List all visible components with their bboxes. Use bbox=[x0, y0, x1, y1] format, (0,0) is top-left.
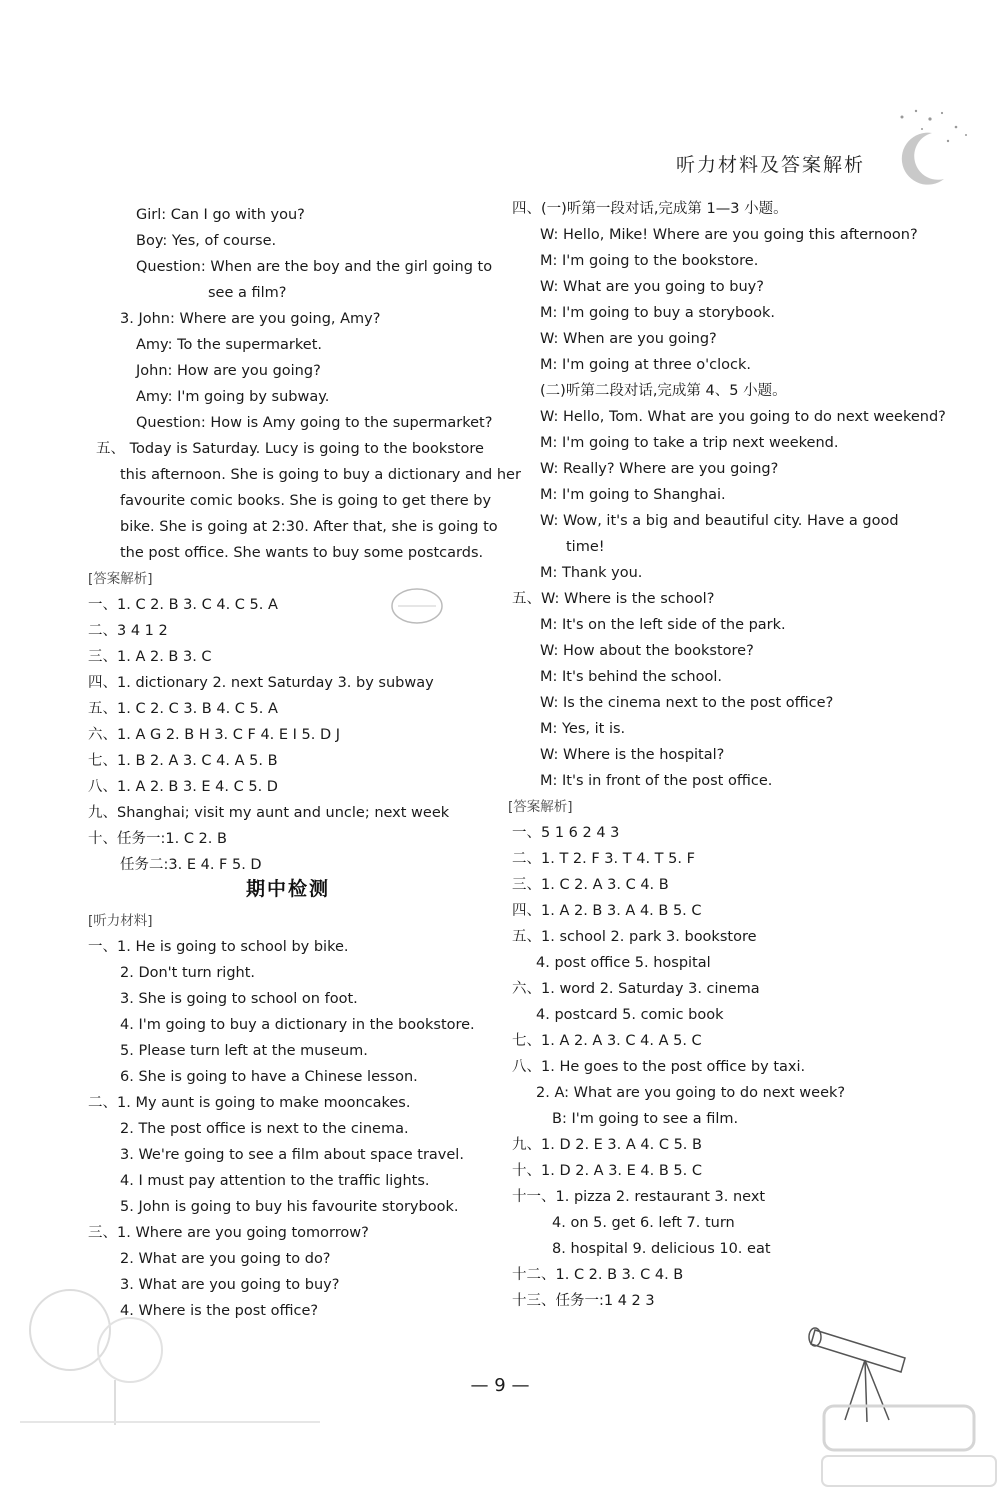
text-line: 一、1. He is going to school by bike. bbox=[88, 939, 349, 955]
text-line: favourite comic books. She is going to get there by bbox=[120, 493, 492, 509]
text-line: 七、1. B 2. A 3. C 4. A 5. B bbox=[88, 753, 278, 769]
text-line: M: It's in front of the post office. bbox=[540, 773, 773, 789]
text-line: B: I'm going to see a film. bbox=[552, 1111, 739, 1127]
text-line: 六、1. A G 2. B H 3. C F 4. E I 5. D J bbox=[88, 727, 341, 743]
text-line: 八、1. He goes to the post office by taxi. bbox=[512, 1059, 806, 1075]
text-line: 2. A: What are you going to do next week? bbox=[536, 1085, 846, 1101]
text-line: M: I'm going at three o'clock. bbox=[540, 357, 751, 373]
text-line: 4. Where is the post office? bbox=[120, 1303, 319, 1319]
text-line: M: It's behind the school. bbox=[540, 669, 722, 685]
text-line: 四、1. A 2. B 3. A 4. B 5. C bbox=[512, 903, 702, 919]
text-line: W: Wow, it's a big and beautiful city. Have a good bbox=[540, 513, 899, 529]
text-line: Question: When are the boy and the girl going to bbox=[136, 259, 493, 275]
text-line: 2. What are you going to do? bbox=[120, 1251, 331, 1267]
text-line: 一、1. C 2. B 3. C 4. C 5. A bbox=[88, 597, 278, 613]
text-line: 四、1. dictionary 2. next Saturday 3. by subway bbox=[88, 675, 434, 691]
text-line: 十、任务一:1. C 2. B bbox=[88, 831, 227, 847]
text-line: 十二、1. C 2. B 3. C 4. B bbox=[512, 1267, 684, 1283]
text-line: 3. She is going to school on foot. bbox=[120, 991, 358, 1007]
page-number: — 9 — bbox=[470, 1375, 530, 1396]
text-line: M: Yes, it is. bbox=[540, 721, 626, 737]
text-line: W: Hello, Tom. What are you going to do next weekend? bbox=[540, 409, 946, 425]
text-line: 五、1. school 2. park 3. bookstore bbox=[512, 929, 757, 945]
text-line: bike. She is going at 2:30. After that, she is going to bbox=[120, 519, 498, 535]
text-line: Amy: I'm going by subway. bbox=[136, 389, 330, 405]
text-line: 六、1. word 2. Saturday 3. cinema bbox=[512, 981, 760, 997]
text-line: 4. I'm going to buy a dictionary in the bookstore. bbox=[120, 1017, 475, 1033]
text-line: Girl: Can I go with you? bbox=[136, 207, 305, 223]
text-line: see a film? bbox=[208, 285, 287, 301]
text-line: Question: How is Amy going to the supermarket? bbox=[136, 415, 493, 431]
text-line: 三、1. C 2. A 3. C 4. B bbox=[512, 877, 669, 893]
tree-decoration-icon bbox=[20, 1260, 320, 1430]
text-line: 三、1. A 2. B 3. C bbox=[88, 649, 212, 665]
text-line: this afternoon. She is going to buy a dictionary and her bbox=[120, 467, 521, 483]
text-line: the post office. She wants to buy some postcards. bbox=[120, 545, 484, 561]
text-line: 3. We're going to see a film about space travel. bbox=[120, 1147, 464, 1163]
text-line: W: Really? Where are you going? bbox=[540, 461, 779, 477]
text-line: 2. The post office is next to the cinema. bbox=[120, 1121, 409, 1137]
text-line: 4. post office 5. hospital bbox=[536, 955, 711, 971]
text-line: 二、3 4 1 2 bbox=[88, 623, 168, 639]
text-line: 3. What are you going to buy? bbox=[120, 1277, 340, 1293]
section-tag: [答案解析] bbox=[508, 799, 573, 815]
moon-stars-icon bbox=[882, 105, 972, 185]
text-line: M: Thank you. bbox=[540, 565, 643, 581]
text-line: John: How are you going? bbox=[136, 363, 321, 379]
text-line: 七、1. A 2. A 3. C 4. A 5. C bbox=[512, 1033, 702, 1049]
watermark-logo-icon bbox=[820, 1400, 998, 1492]
text-line: 4. postcard 5. comic book bbox=[536, 1007, 724, 1023]
text-line: 九、1. D 2. E 3. A 4. C 5. B bbox=[512, 1137, 702, 1153]
text-line: 十三、任务一:1 4 2 3 bbox=[512, 1293, 655, 1309]
text-line: W: Hello, Mike! Where are you going this afternoon? bbox=[540, 227, 918, 243]
text-line: 五、1. C 2. C 3. B 4. C 5. A bbox=[88, 701, 278, 717]
text-line: 6. She is going to have a Chinese lesson. bbox=[120, 1069, 418, 1085]
text-line: M: I'm going to take a trip next weekend. bbox=[540, 435, 839, 451]
text-line: Boy: Yes, of course. bbox=[136, 233, 277, 249]
text-line: 十一、1. pizza 2. restaurant 3. next bbox=[512, 1189, 766, 1205]
section-tag: [答案解析] bbox=[88, 571, 153, 587]
text-line: Amy: To the supermarket. bbox=[136, 337, 322, 353]
text-line: W: How about the bookstore? bbox=[540, 643, 754, 659]
text-line: 四、(一)听第一段对话,完成第 1—3 小题。 bbox=[512, 201, 788, 217]
text-line: W: What are you going to buy? bbox=[540, 279, 764, 295]
text-line: 五、 Today is Saturday. Lucy is going to the bookstore bbox=[96, 441, 484, 457]
text-line: M: I'm going to Shanghai. bbox=[540, 487, 726, 503]
text-line: 3. John: Where are you going, Amy? bbox=[120, 311, 381, 327]
text-line: M: It's on the left side of the park. bbox=[540, 617, 786, 633]
section-title: 期中检测 bbox=[246, 878, 331, 900]
text-line: W: Is the cinema next to the post office? bbox=[540, 695, 834, 711]
text-line: 8. hospital 9. delicious 10. eat bbox=[552, 1241, 771, 1257]
text-line: 2. Don't turn right. bbox=[120, 965, 256, 981]
text-line: 二、1. My aunt is going to make mooncakes. bbox=[88, 1095, 411, 1111]
text-line: 十、1. D 2. A 3. E 4. B 5. C bbox=[512, 1163, 702, 1179]
text-line: 九、Shanghai; visit my aunt and uncle; next week bbox=[88, 805, 450, 821]
text-line: M: I'm going to the bookstore. bbox=[540, 253, 759, 269]
text-line: (二)听第二段对话,完成第 4、5 小题。 bbox=[540, 383, 787, 399]
text-line: 八、1. A 2. B 3. E 4. C 5. D bbox=[88, 779, 278, 795]
text-line: 4. I must pay attention to the traffic lights. bbox=[120, 1173, 430, 1189]
header-title: 听力材料及答案解析 bbox=[676, 154, 866, 176]
text-line: 三、1. Where are you going tomorrow? bbox=[88, 1225, 369, 1241]
text-line: W: Where is the hospital? bbox=[540, 747, 725, 763]
text-line: 5. Please turn left at the museum. bbox=[120, 1043, 368, 1059]
text-line: time! bbox=[566, 539, 605, 555]
seal-stamp-icon bbox=[388, 584, 446, 628]
text-line: W: When are you going? bbox=[540, 331, 717, 347]
text-line: 五、W: Where is the school? bbox=[512, 591, 715, 607]
text-line: 二、1. T 2. F 3. T 4. T 5. F bbox=[512, 851, 695, 867]
text-line: 5. John is going to buy his favourite storybook. bbox=[120, 1199, 459, 1215]
text-line: 4. on 5. get 6. left 7. turn bbox=[552, 1215, 735, 1231]
section-tag: [听力材料] bbox=[88, 913, 153, 929]
text-line: M: I'm going to buy a storybook. bbox=[540, 305, 775, 321]
text-line: 一、5 1 6 2 4 3 bbox=[512, 825, 620, 841]
text-line: 任务二:3. E 4. F 5. D bbox=[120, 857, 262, 873]
